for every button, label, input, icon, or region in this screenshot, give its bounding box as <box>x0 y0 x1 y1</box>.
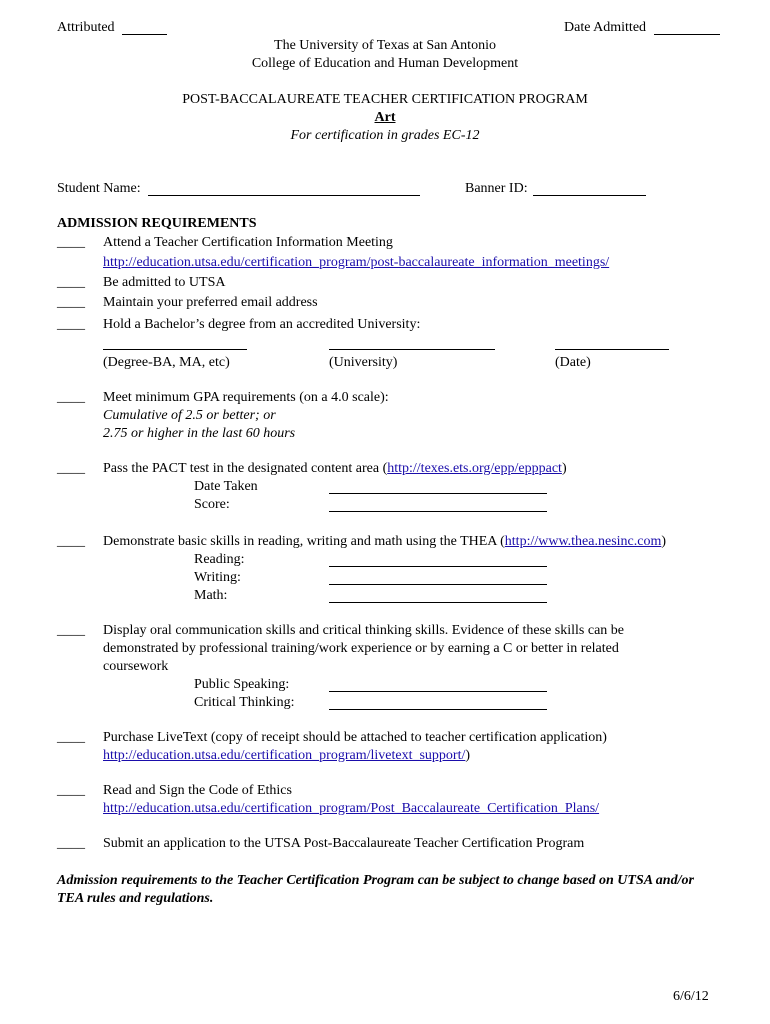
student-name-label: Student Name: <box>57 181 141 196</box>
program-title: POST-BACCALAUREATE TEACHER CERTIFICATION PROGRAM <box>182 92 588 107</box>
score-label: Score: <box>194 497 230 512</box>
revision-date: 6/6/12 <box>673 989 709 1004</box>
score-field[interactable] <box>329 511 547 512</box>
checkbox-blank[interactable]: ____ <box>57 461 85 476</box>
date-admitted-line[interactable] <box>654 34 720 35</box>
college-name: College of Education and Human Development <box>251 56 519 71</box>
ethics-link[interactable]: http://education.utsa.edu/certification_program/Post_Baccalaureate_Certification_Plans/ <box>103 801 600 816</box>
requirement-livetext: Purchase LiveText (copy of receipt should be attached to teacher certification application) <box>103 730 607 745</box>
university-caption: (University) <box>329 355 398 370</box>
checkbox-blank[interactable]: ____ <box>57 730 85 745</box>
gpa-option-2: 2.75 or higher in the last 60 hours <box>103 426 296 441</box>
requirement-submit: Submit an application to the UTSA Post-Baccalaureate Teacher Certification Program <box>103 836 585 851</box>
checkbox-blank[interactable]: ____ <box>57 390 85 405</box>
writing-label: Writing: <box>194 570 241 585</box>
degree-field[interactable] <box>103 349 247 350</box>
checkbox-blank[interactable]: ____ <box>57 235 85 250</box>
university-name: The University of Texas at San Antonio <box>274 38 496 53</box>
requirement-meeting: Attend a Teacher Certification Information Meeting <box>103 235 393 250</box>
requirement-email: Maintain your preferred email address <box>103 295 318 310</box>
requirement-ethics: Read and Sign the Code of Ethics <box>103 783 292 798</box>
thea-link[interactable]: http://www.thea.nesinc.com <box>504 534 662 549</box>
requirement-gpa: Meet minimum GPA requirements (on a 4.0 scale): <box>103 390 389 405</box>
banner-id-field[interactable] <box>533 195 646 196</box>
checkbox-blank[interactable]: ____ <box>57 534 85 549</box>
checkbox-blank[interactable]: ____ <box>57 623 85 638</box>
livetext-link-line: http://education.utsa.edu/certification_program/livetext_support/) <box>103 748 471 763</box>
degree-caption: (Degree-BA, MA, etc) <box>103 355 230 370</box>
requirement-bachelor: Hold a Bachelor’s degree from an accredited University: <box>103 317 421 332</box>
requirement-pact: Pass the PACT test in the designated content area (http://texes.ets.org/epp/epppact) <box>103 461 567 476</box>
pact-link[interactable]: http://texes.ets.org/epp/epppact <box>387 461 562 476</box>
public-speaking-label: Public Speaking: <box>194 677 290 692</box>
reading-field[interactable] <box>329 566 547 567</box>
student-name-field[interactable] <box>148 195 420 196</box>
reading-label: Reading: <box>194 552 245 567</box>
date-taken-label: Date Taken <box>194 479 258 494</box>
gpa-option-1: Cumulative of 2.5 or better; or <box>103 408 276 423</box>
meeting-link[interactable]: http://education.utsa.edu/certification_program/post-baccalaureate_information_meetings/ <box>103 255 610 270</box>
requirement-thea: Demonstrate basic skills in reading, writing and math using the THEA (http://www.thea.nesinc.com) <box>103 534 667 549</box>
date-admitted-label: Date Admitted <box>564 20 647 35</box>
university-field[interactable] <box>329 349 495 350</box>
banner-id-label: Banner ID: <box>465 181 528 196</box>
checkbox-blank[interactable]: ____ <box>57 836 85 851</box>
requirement-admitted: Be admitted to UTSA <box>103 275 226 290</box>
checkbox-blank[interactable]: ____ <box>57 295 85 310</box>
critical-thinking-label: Critical Thinking: <box>194 695 295 710</box>
attributed-line[interactable] <box>122 34 167 35</box>
writing-field[interactable] <box>329 584 547 585</box>
subject-title: Art <box>374 110 396 125</box>
checkbox-blank[interactable]: ____ <box>57 317 85 332</box>
checkbox-blank[interactable]: ____ <box>57 275 85 290</box>
admission-heading: ADMISSION REQUIREMENTS <box>57 216 257 231</box>
requirement-oral: Display oral communication skills and critical thinking skills. Evidence of these skills can be demonstrated by professional training/work experience or by earning a C or better in related coursework <box>103 623 625 674</box>
critical-thinking-field[interactable] <box>329 709 547 710</box>
math-field[interactable] <box>329 602 547 603</box>
date-caption: (Date) <box>555 355 591 370</box>
attributed-label: Attributed <box>57 20 115 35</box>
math-label: Math: <box>194 588 228 603</box>
date-taken-field[interactable] <box>329 493 547 494</box>
admission-note: Admission requirements to the Teacher Certification Program can be subject to change based on UTSA and/or TEA rules and regulations. <box>57 873 694 906</box>
date-field[interactable] <box>555 349 669 350</box>
checkbox-blank[interactable]: ____ <box>57 783 85 798</box>
public-speaking-field[interactable] <box>329 691 547 692</box>
livetext-link[interactable]: http://education.utsa.edu/certification_program/livetext_support/ <box>103 748 466 763</box>
grades-subtitle: For certification in grades EC-12 <box>290 128 480 143</box>
